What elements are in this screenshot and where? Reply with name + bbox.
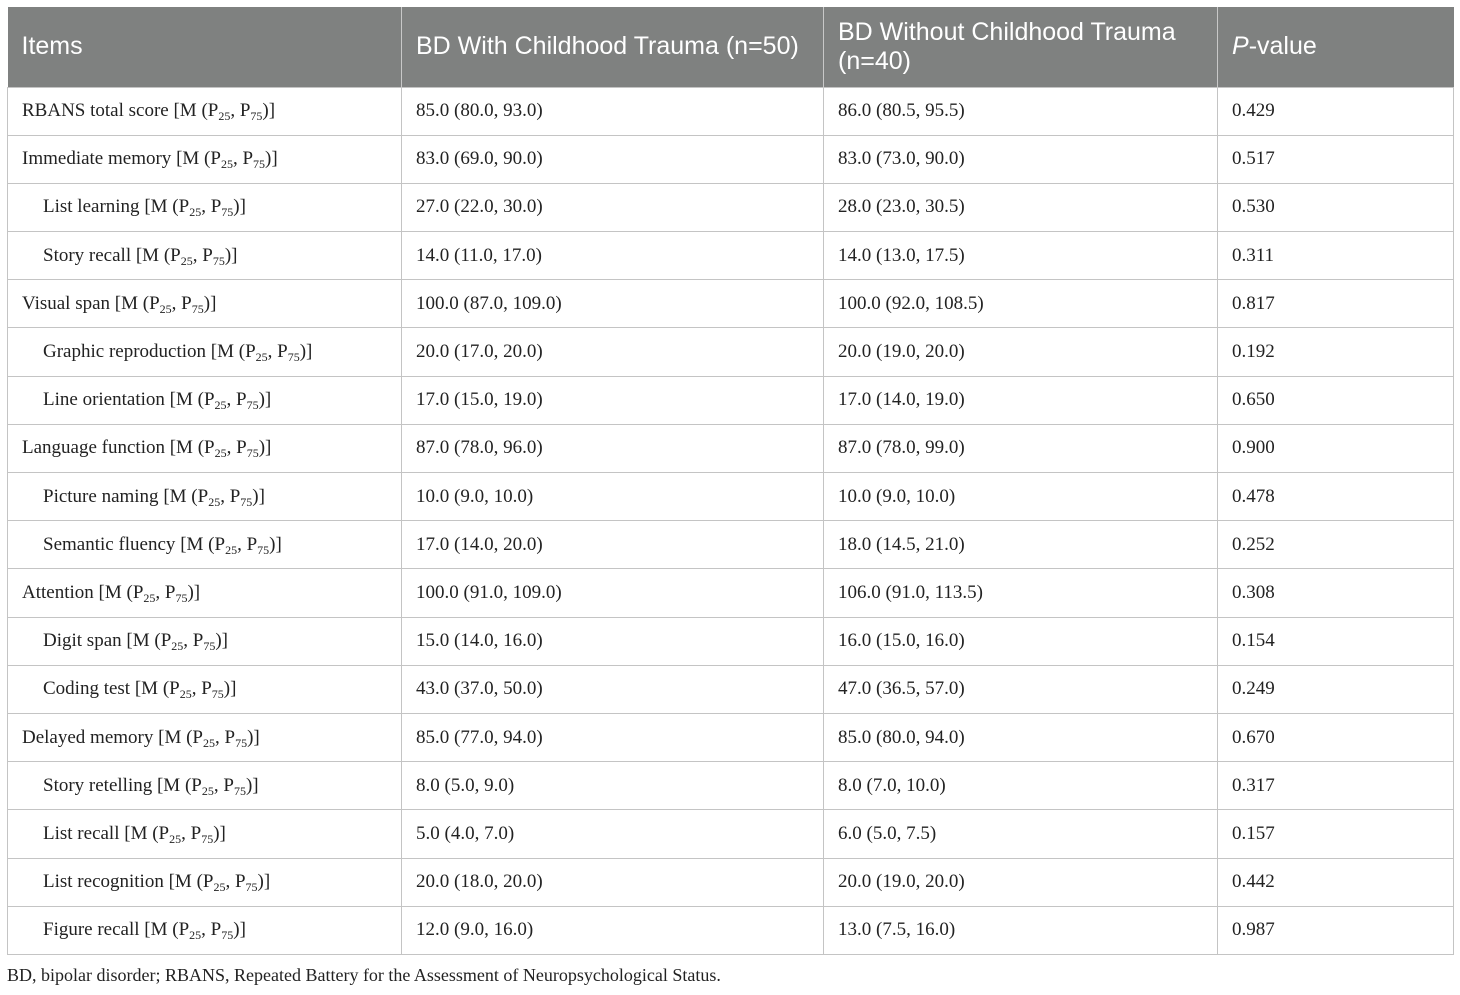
row-label-text: Attention bbox=[22, 581, 94, 603]
stat-close: )] bbox=[269, 533, 282, 555]
stat-open: [M (P bbox=[153, 726, 203, 748]
row-label-text: Immediate memory bbox=[22, 148, 172, 170]
row-label-text: Visual span bbox=[22, 292, 111, 314]
cell-with-trauma: 100.0 (87.0, 109.0) bbox=[402, 280, 824, 328]
cell-p-value: 0.650 bbox=[1218, 376, 1454, 424]
stat-sub-75: 75 bbox=[175, 590, 188, 605]
cell-without-trauma: 28.0 (23.0, 30.5) bbox=[824, 183, 1218, 231]
cell-without-trauma: 87.0 (78.0, 99.0) bbox=[824, 424, 1218, 472]
cell-with-trauma: 100.0 (91.0, 109.0) bbox=[402, 569, 824, 617]
stat-open: [M (P bbox=[164, 389, 215, 411]
row-label-text: Story recall bbox=[43, 244, 132, 266]
cell-without-trauma: 47.0 (36.5, 57.0) bbox=[824, 665, 1218, 713]
cell-without-trauma: 106.0 (91.0, 113.5) bbox=[824, 569, 1218, 617]
header-p-value bbox=[1218, 7, 1454, 87]
cell-without-trauma: 83.0 (73.0, 90.0) bbox=[824, 135, 1218, 183]
stat-close: )] bbox=[265, 148, 278, 170]
table-row bbox=[8, 424, 1454, 472]
row-label-text: List learning bbox=[43, 196, 140, 218]
row-label-text: Semantic fluency bbox=[43, 533, 176, 555]
stat-mid: , P bbox=[183, 630, 204, 652]
cell-with-trauma: 85.0 (77.0, 94.0) bbox=[402, 713, 824, 761]
stat-open: [M (P bbox=[130, 678, 180, 700]
cell-with-trauma: 20.0 (18.0, 20.0) bbox=[402, 858, 824, 906]
stat-close: )] bbox=[224, 244, 238, 266]
table-row bbox=[8, 906, 1454, 954]
stat-open: [M (P bbox=[139, 196, 190, 218]
cell-without-trauma: 100.0 (92.0, 108.5) bbox=[824, 280, 1218, 328]
table-row bbox=[8, 665, 1454, 713]
row-label bbox=[8, 473, 402, 521]
stat-mid: , P bbox=[201, 919, 222, 941]
stat-close: )] bbox=[187, 581, 201, 603]
stat-open: [M (P bbox=[121, 630, 172, 652]
stat-close: )] bbox=[299, 341, 313, 363]
row-label bbox=[8, 762, 402, 810]
cell-p-value: 0.817 bbox=[1218, 280, 1454, 328]
stat-sub-25: 25 bbox=[220, 157, 233, 172]
stat-close: )] bbox=[233, 196, 246, 218]
table-header bbox=[8, 7, 1454, 87]
stat-sub-25: 25 bbox=[189, 205, 202, 220]
stat-sub-75: 75 bbox=[212, 253, 225, 268]
header-items: Items bbox=[8, 7, 402, 87]
table-row bbox=[8, 280, 1454, 328]
stat-mid: , P bbox=[267, 341, 288, 363]
cell-p-value: 0.987 bbox=[1218, 906, 1454, 954]
stat-mid: , P bbox=[171, 292, 192, 314]
stat-close: )] bbox=[203, 292, 217, 314]
table-row bbox=[8, 183, 1454, 231]
stat-sub-25: 25 bbox=[214, 398, 227, 413]
stat-mid: , P bbox=[225, 871, 246, 893]
cell-without-trauma: 17.0 (14.0, 19.0) bbox=[824, 376, 1218, 424]
cell-without-trauma: 85.0 (80.0, 94.0) bbox=[824, 713, 1218, 761]
cell-p-value: 0.311 bbox=[1218, 232, 1454, 280]
stat-sub-75: 75 bbox=[221, 928, 234, 943]
cell-with-trauma: 8.0 (5.0, 9.0) bbox=[402, 762, 824, 810]
stat-mid: , P bbox=[201, 196, 222, 218]
table-row bbox=[8, 232, 1454, 280]
cell-with-trauma: 85.0 (80.0, 93.0) bbox=[402, 87, 824, 135]
table-row bbox=[8, 328, 1454, 376]
cell-without-trauma: 6.0 (5.0, 7.5) bbox=[824, 810, 1218, 858]
cell-without-trauma: 10.0 (9.0, 10.0) bbox=[824, 473, 1218, 521]
stat-sub-75: 75 bbox=[203, 639, 216, 654]
stat-sub-75: 75 bbox=[240, 494, 253, 509]
cell-p-value: 0.308 bbox=[1218, 569, 1454, 617]
row-label bbox=[8, 424, 402, 472]
stat-mid: , P bbox=[220, 485, 241, 507]
cell-p-value: 0.670 bbox=[1218, 713, 1454, 761]
stat-sub-75: 75 bbox=[246, 446, 259, 461]
cell-without-trauma: 8.0 (7.0, 10.0) bbox=[824, 762, 1218, 810]
stat-mid: , P bbox=[213, 774, 234, 796]
cell-with-trauma: 15.0 (14.0, 16.0) bbox=[402, 617, 824, 665]
stat-sub-25: 25 bbox=[189, 928, 202, 943]
stat-sub-75: 75 bbox=[250, 109, 263, 124]
cell-with-trauma: 43.0 (37.0, 50.0) bbox=[402, 665, 824, 713]
stat-sub-25: 25 bbox=[180, 253, 193, 268]
stat-sub-25: 25 bbox=[203, 735, 215, 750]
row-label bbox=[8, 87, 402, 135]
stat-mid: , P bbox=[230, 100, 251, 122]
table-row bbox=[8, 569, 1454, 617]
row-label-text: Line orientation bbox=[43, 389, 165, 411]
table-body bbox=[8, 87, 1454, 954]
row-label bbox=[8, 328, 402, 376]
row-label bbox=[8, 569, 402, 617]
stat-close: )] bbox=[252, 485, 265, 507]
stat-sub-25: 25 bbox=[208, 494, 221, 509]
header-with-trauma: BD With Childhood Trauma (n=50) bbox=[402, 7, 824, 87]
stat-close: )] bbox=[223, 678, 237, 700]
p-italic: P bbox=[1232, 32, 1249, 61]
stat-open: [M (P bbox=[139, 919, 190, 941]
cell-p-value: 0.157 bbox=[1218, 810, 1454, 858]
table-row bbox=[8, 858, 1454, 906]
cell-with-trauma: 10.0 (9.0, 10.0) bbox=[402, 473, 824, 521]
results-table-container bbox=[7, 7, 1453, 955]
cell-p-value: 0.317 bbox=[1218, 762, 1454, 810]
stat-sub-25: 25 bbox=[159, 301, 172, 316]
stat-sub-25: 25 bbox=[179, 687, 192, 702]
cell-without-trauma: 20.0 (19.0, 20.0) bbox=[824, 858, 1218, 906]
stat-sub-25: 25 bbox=[201, 783, 214, 798]
table-row bbox=[8, 810, 1454, 858]
stat-sub-75: 75 bbox=[233, 783, 246, 798]
cell-p-value: 0.154 bbox=[1218, 617, 1454, 665]
stat-open: [M (P bbox=[93, 581, 144, 603]
row-label-text: List recognition bbox=[43, 871, 164, 893]
stat-mid: , P bbox=[181, 822, 202, 844]
stat-mid: , P bbox=[226, 389, 247, 411]
row-label-text: Language function bbox=[22, 437, 165, 459]
stat-close: )] bbox=[213, 822, 226, 844]
row-label bbox=[8, 183, 402, 231]
stat-open: [M (P bbox=[152, 774, 202, 796]
row-label-text: Story retelling bbox=[43, 774, 153, 796]
stat-open: [M (P bbox=[110, 292, 160, 314]
stat-sub-75: 75 bbox=[246, 398, 259, 413]
stat-mid: , P bbox=[192, 244, 213, 266]
stat-open: [M (P bbox=[206, 341, 256, 363]
row-label bbox=[8, 376, 402, 424]
cell-with-trauma: 12.0 (9.0, 16.0) bbox=[402, 906, 824, 954]
cell-p-value: 0.252 bbox=[1218, 521, 1454, 569]
stat-open: [M (P bbox=[168, 100, 219, 122]
stat-open: [M (P bbox=[131, 244, 181, 266]
stat-sub-75: 75 bbox=[287, 350, 300, 365]
row-label bbox=[8, 280, 402, 328]
stat-mid: , P bbox=[232, 148, 254, 170]
cell-with-trauma: 87.0 (78.0, 96.0) bbox=[402, 424, 824, 472]
results-table bbox=[7, 7, 1454, 955]
stat-close: )] bbox=[257, 871, 271, 893]
cell-without-trauma: 16.0 (15.0, 16.0) bbox=[824, 617, 1218, 665]
stat-sub-75: 75 bbox=[253, 157, 266, 172]
row-label bbox=[8, 810, 402, 858]
cell-p-value: 0.530 bbox=[1218, 183, 1454, 231]
row-label bbox=[8, 906, 402, 954]
cell-without-trauma: 14.0 (13.0, 17.5) bbox=[824, 232, 1218, 280]
stat-open: [M (P bbox=[119, 822, 170, 844]
cell-p-value: 0.478 bbox=[1218, 473, 1454, 521]
header-row bbox=[8, 7, 1454, 87]
stat-sub-25: 25 bbox=[143, 590, 156, 605]
stat-sub-25: 25 bbox=[213, 880, 226, 895]
row-label bbox=[8, 713, 402, 761]
row-label-text: Delayed memory bbox=[22, 726, 154, 748]
cell-with-trauma: 17.0 (14.0, 20.0) bbox=[402, 521, 824, 569]
stat-sub-25: 25 bbox=[225, 542, 238, 557]
table-row bbox=[8, 87, 1454, 135]
stat-sub-25: 25 bbox=[171, 639, 184, 654]
stat-open: [M (P bbox=[175, 533, 226, 555]
row-label bbox=[8, 521, 402, 569]
table-row bbox=[8, 521, 1454, 569]
stat-sub-75: 75 bbox=[235, 735, 248, 750]
table-row bbox=[8, 135, 1454, 183]
stat-mid: , P bbox=[191, 678, 212, 700]
stat-close: )] bbox=[262, 100, 276, 122]
cell-without-trauma: 18.0 (14.5, 21.0) bbox=[824, 521, 1218, 569]
stat-close: )] bbox=[215, 630, 228, 652]
cell-with-trauma: 20.0 (17.0, 20.0) bbox=[402, 328, 824, 376]
table-row bbox=[8, 762, 1454, 810]
table-row bbox=[8, 617, 1454, 665]
cell-p-value: 0.900 bbox=[1218, 424, 1454, 472]
row-label bbox=[8, 665, 402, 713]
cell-p-value: 0.249 bbox=[1218, 665, 1454, 713]
stat-mid: , P bbox=[226, 437, 247, 459]
table-row bbox=[8, 473, 1454, 521]
cell-with-trauma: 14.0 (11.0, 17.0) bbox=[402, 232, 824, 280]
cell-p-value: 0.442 bbox=[1218, 858, 1454, 906]
table-row bbox=[8, 376, 1454, 424]
table-footnote: BD, bipolar disorder; RBANS, Repeated Battery for the Assessment of Neuropsychological Status. bbox=[7, 965, 721, 985]
cell-with-trauma: 83.0 (69.0, 90.0) bbox=[402, 135, 824, 183]
stat-sub-75: 75 bbox=[211, 687, 224, 702]
stat-sub-25: 25 bbox=[214, 446, 227, 461]
stat-open: [M (P bbox=[163, 871, 214, 893]
row-label-text: Coding test bbox=[43, 678, 131, 700]
stat-sub-75: 75 bbox=[191, 301, 204, 316]
stat-close: )] bbox=[247, 726, 260, 748]
header-without-trauma: BD Without Childhood Trauma (n=40) bbox=[824, 7, 1218, 87]
cell-p-value: 0.517 bbox=[1218, 135, 1454, 183]
row-label bbox=[8, 617, 402, 665]
stat-mid: , P bbox=[237, 533, 258, 555]
row-label-text: Figure recall bbox=[43, 919, 140, 941]
stat-close: )] bbox=[233, 919, 246, 941]
cell-with-trauma: 17.0 (15.0, 19.0) bbox=[402, 376, 824, 424]
stat-close: )] bbox=[258, 437, 272, 459]
cell-without-trauma: 20.0 (19.0, 20.0) bbox=[824, 328, 1218, 376]
row-label-text: Graphic reproduction bbox=[43, 341, 207, 363]
stat-sub-25: 25 bbox=[169, 831, 182, 846]
row-label-text: RBANS total score bbox=[22, 100, 169, 122]
stat-mid: , P bbox=[155, 581, 176, 603]
stat-sub-75: 75 bbox=[201, 831, 214, 846]
row-label bbox=[8, 232, 402, 280]
stat-sub-75: 75 bbox=[257, 542, 270, 557]
cell-p-value: 0.192 bbox=[1218, 328, 1454, 376]
table-row bbox=[8, 713, 1454, 761]
stat-sub-25: 25 bbox=[218, 109, 231, 124]
p-value-suffix: -value bbox=[1248, 32, 1317, 61]
row-label-text: List recall bbox=[43, 822, 120, 844]
cell-with-trauma: 27.0 (22.0, 30.0) bbox=[402, 183, 824, 231]
stat-sub-75: 75 bbox=[221, 205, 234, 220]
stat-open: [M (P bbox=[158, 485, 209, 507]
cell-with-trauma: 5.0 (4.0, 7.0) bbox=[402, 810, 824, 858]
stat-mid: , P bbox=[215, 726, 236, 748]
stat-close: )] bbox=[258, 389, 272, 411]
row-label-text: Picture naming bbox=[43, 485, 159, 507]
cell-without-trauma: 13.0 (7.5, 16.0) bbox=[824, 906, 1218, 954]
stat-open: [M (P bbox=[171, 148, 221, 170]
stat-close: )] bbox=[245, 774, 259, 796]
row-label bbox=[8, 858, 402, 906]
row-label bbox=[8, 135, 402, 183]
stat-sub-25: 25 bbox=[255, 350, 268, 365]
cell-p-value: 0.429 bbox=[1218, 87, 1454, 135]
stat-sub-75: 75 bbox=[245, 880, 258, 895]
row-label-text: Digit span bbox=[43, 630, 122, 652]
cell-without-trauma: 86.0 (80.5, 95.5) bbox=[824, 87, 1218, 135]
stat-open: [M (P bbox=[164, 437, 215, 459]
